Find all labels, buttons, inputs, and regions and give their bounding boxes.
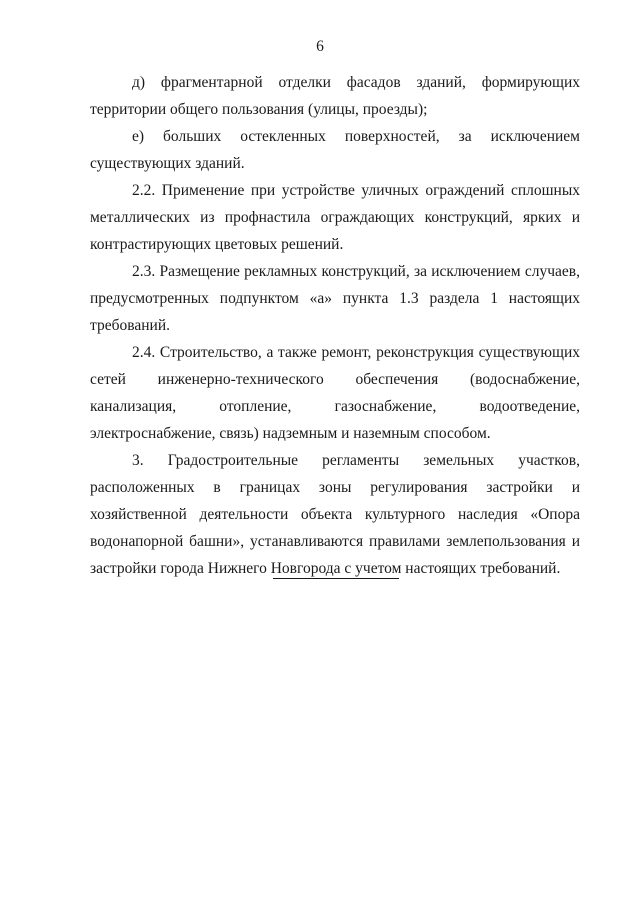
paragraph-2-4: 2.4. Строительство, а также ремонт, реконструкция существующих сетей инженерно-технического обеспечения (водоснабжение, канализация, отопление, газоснабжение, водоотведение, электроснабжение, связь) надземным и наземным способом. [90,344,580,442]
paragraph-item-d: д) фрагментарной отделки фасадов зданий, формирующих территории общего пользования (улицы, проезды); [90,74,580,118]
paragraph-item-e: е) больших остекленных поверхностей, за исключением существующих зданий. [90,128,580,172]
document-body [90,69,580,582]
page-number: 6 [316,38,324,55]
paragraph-2-2: 2.2. Применение при устройстве уличных ограждений сплошных металлических из профнастила ограждающих конструкций, ярких и контрастирующих цветовых решений. [90,182,580,253]
paragraph-3: 3. Градостроительные регламенты земельных участков, расположенных в границах зоны регулирования застройки и хозяйственной деятельности объекта культурного наследия «Опора водонапорной башни», устанавливаются правилами землепользования и застройки города Нижнего Новгорода с учетом настоящих требований. [90,452,580,577]
paragraph-2-3: 2.3. Размещение рекламных конструкций, за исключением случаев, предусмотренных подпунктом «а» пункта 1.3 раздела 1 настоящих требований. [90,263,580,334]
end-of-text-rule [273,578,399,579]
